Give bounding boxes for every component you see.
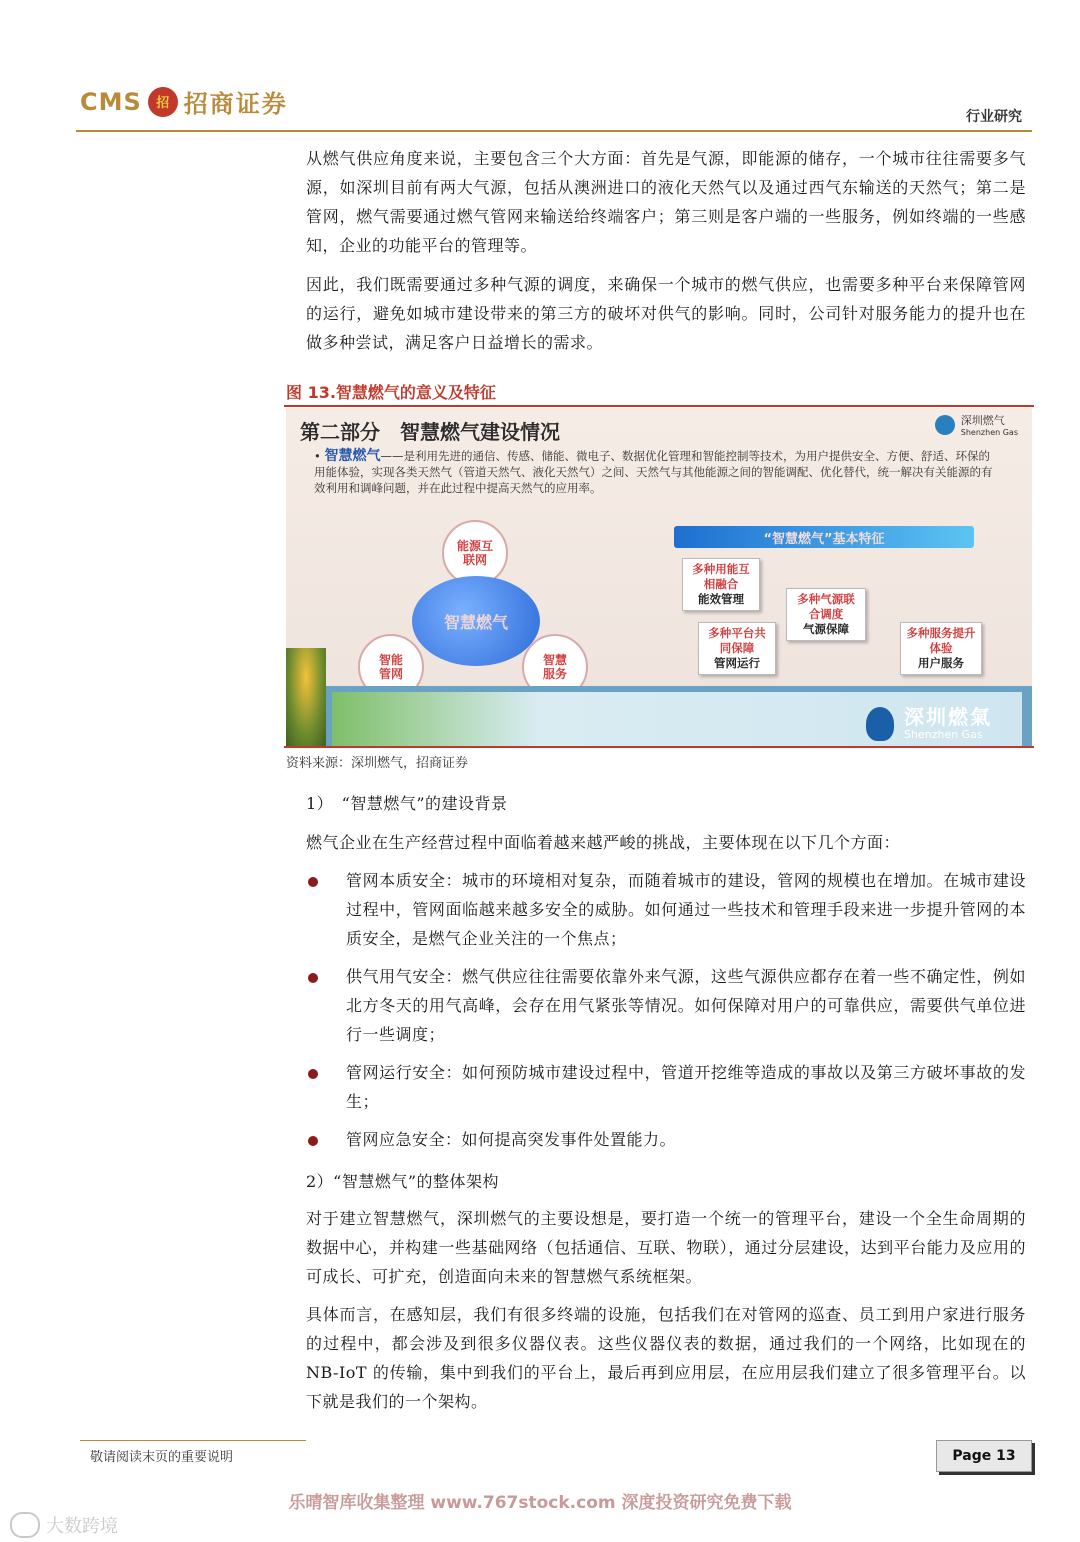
section2-heading: 2）“智慧燃气”的整体架构 — [306, 1172, 500, 1191]
section1-block — [306, 790, 1026, 857]
figure-source: 资料来源：深圳燃气，招商证券 — [286, 756, 469, 771]
figure-top-rule — [284, 405, 1034, 407]
flame-icon — [866, 707, 894, 741]
cms-logo — [80, 84, 288, 119]
section2-block — [306, 1168, 1026, 1416]
corner-watermark: 大数跨境 — [10, 1512, 118, 1538]
logo-small-cn: 深圳燃气 — [960, 414, 1005, 427]
bullet-dot-icon — [308, 877, 318, 887]
section1-bullet-list — [306, 866, 1026, 1154]
intro-paragraph-2: 因此，我们既需要通过多种气源的调度，来确保一个城市的燃气供应，也需要多种平台来保障管网的运行，避免如城市建设带来的第三方的破坏对供气的影响。同时，公司针对服务能力的提升也在做多种尝试，满足客户日益增长的需求。 — [306, 275, 1026, 352]
circle-smart-service: 智慧服务 — [522, 634, 588, 700]
bullet-dot-icon — [308, 1069, 318, 1079]
logo-big-en: Shenzhen Gas — [904, 728, 983, 741]
circle-smart-pipeline: 智能管网 — [358, 634, 424, 700]
logo-cn-text: 招商证券 — [183, 90, 288, 118]
list-item: 供气用气安全：燃气供应往往需要依靠外来气源，这些气源供应都存在着一些不确定性，例如北方冬天的用气高峰，会存在用气紧张等情况。如何保障对用户的可靠供应，需要供气单位进行一些调度； — [306, 962, 1026, 1049]
list-item: 管网应急安全：如何提高突发事件处置能力。 — [306, 1125, 1026, 1154]
watermark-text: 乐晴智库收集整理 www.767stock.com 深度投资研究免费下载 — [288, 1493, 792, 1513]
flame-icon — [935, 415, 955, 435]
logo-badge-icon: 招 — [148, 87, 178, 117]
feature-banner: “智慧燃气”基本特征 — [674, 526, 974, 548]
section1-intro: 燃气企业在生产经营过程中面临着越来越严峻的挑战，主要体现在以下几个方面： — [306, 833, 901, 852]
footer-note: 敬请阅读末页的重要说明 — [90, 1450, 234, 1465]
feature-box-service: 多种服务提升体验 用户服务 — [900, 622, 982, 675]
feature-box-energy: 多种用能互相融合 能效管理 — [682, 558, 760, 611]
logo-small-en: Shenzhen Gas — [960, 428, 1018, 437]
shenzhen-gas-logo-big — [866, 706, 992, 741]
section-label: 行业研究 — [966, 109, 1022, 125]
page-header — [0, 0, 1080, 140]
flower-decoration — [286, 648, 326, 746]
figure-bottom-rule — [284, 746, 1034, 748]
section1-heading: 1） “智慧燃气”的建设背景 — [306, 794, 508, 813]
figure-title: 图 13.智慧燃气的意义及特征 — [286, 383, 496, 402]
circle-energy-internet: 能源互联网 — [442, 520, 508, 586]
list-item: 管网本质安全：城市的环境相对复杂，而随着城市的建设，管网的规模也在增加。在城市建设过程中，管网面临越来越多安全的威胁。如何通过一些技术和管理手段来进一步提升管网的本质安全，是燃气企业关注的一个焦点； — [306, 866, 1026, 953]
intro-paragraph-1: 从燃气供应角度来说，主要包含三个大方面：首先是气源，即能源的储存，一个城市往往需要多气源，如深圳目前有两大气源，包括从澳洲进口的液化天然气以及通过西气东输送的天然气；第二是管网，燃气需要通过燃气管网来输送给终端客户；第三则是客户端的一些服务，例如终端的一些感知，企业的功能平台的管理等。 — [306, 149, 1026, 255]
slide-title: 第二部分 智慧燃气建设情况 — [300, 420, 560, 444]
intro-block — [306, 144, 1026, 357]
slide-bullet-text: ——是利用先进的通信、传感、储能、微电子、数据优化管理和智能控制等技术，为用户提供安全、方便、舒适、环保的用能体验，实现各类天然气（管道天然气、液化天然气）之间、天然气与其他能源之间的智能调配、优化替代，统一解决有关能源的有效利用和调峰问题，并在此过程中提高天然气的应用率。 — [314, 449, 993, 495]
list-item: 管网运行安全：如何预防城市建设过程中，管道开挖维等造成的事故以及第三方破坏事故的发生； — [306, 1058, 1026, 1116]
slide-bullet-term: 智慧燃气 — [324, 448, 381, 464]
figure-slide-image — [286, 408, 1032, 746]
feature-box-platform: 多种平台共同保障 管网运行 — [698, 622, 776, 675]
section2-paragraph-2: 具体而言，在感知层，我们有很多终端的设施，包括我们在对管网的巡查、员工到用户家进行服务的过程中，都会涉及到很多仪器仪表。这些仪器仪表的数据，通过我们的一个网络，比如现在的 NB-IoT 的传输，集中到我们的平台上，最后再到应用层，在应用层我们建立了很多管理平台。以下就是我们的一个架构。 — [306, 1305, 1026, 1411]
slide-bullet: • 智慧燃气——是利用先进的通信、传感、储能、微电子、数据优化管理和智能控制等技术，为用户提供安全、方便、舒适、环保的用能体验，实现各类天然气（管道天然气、液化天然气）之间、天然气与其他能源之间的智能调配、优化替代，统一解决有关能源的有效利用和调峰问题，并在此过程中提高天然气的应用率。 — [314, 448, 993, 495]
bullet-dot-icon — [308, 1136, 318, 1146]
page-number: Page 13 — [936, 1440, 1032, 1472]
logo-cms-text: CMS — [80, 87, 142, 116]
circle-smart-gas: 智慧燃气 — [412, 576, 540, 666]
chat-bubble-icon — [10, 1512, 40, 1538]
header-divider — [76, 130, 1032, 132]
shenzhen-gas-logo-small — [935, 412, 1018, 437]
section2-paragraph-1: 对于建立智慧燃气，深圳燃气的主要设想是，要打造一个统一的管理平台，建设一个全生命周期的数据中心，并构建一些基础网络（包括通信、互联、物联），通过分层建设，达到平台能力及应用的可成长、可扩充，创造面向未来的智慧燃气系统框架。 — [306, 1209, 1026, 1286]
feature-box-gas-source: 多种气源联合调度 气源保障 — [786, 588, 866, 641]
logo-big-cn: 深圳燃氣 — [904, 705, 992, 729]
footer-divider — [80, 1440, 306, 1441]
bullet-dot-icon — [308, 973, 318, 983]
